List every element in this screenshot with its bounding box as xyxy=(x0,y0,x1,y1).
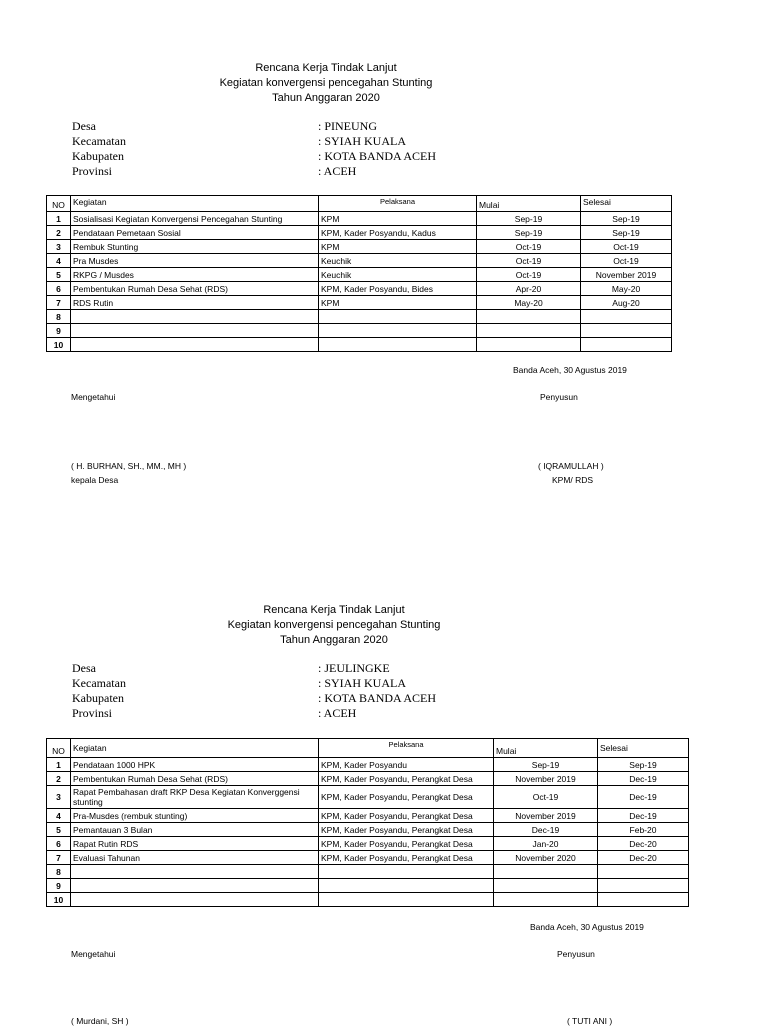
subtitle-line: Kegiatan konvergensi pencegahan Stunting xyxy=(227,619,441,631)
row-mulai: Apr-20 xyxy=(477,282,581,296)
row-no: 3 xyxy=(47,786,71,809)
row-selesai xyxy=(598,865,689,879)
row-kegiatan xyxy=(71,879,319,893)
row-no: 10 xyxy=(47,338,71,352)
location-info xyxy=(72,661,472,721)
activity-table xyxy=(46,738,689,907)
row-pelaksana: KPM xyxy=(319,296,477,310)
row-selesai: Sep-19 xyxy=(581,226,672,240)
row-kegiatan: RDS Rutin xyxy=(71,296,319,310)
info-label-kabupaten: Kabupaten xyxy=(72,691,124,705)
info-value-kabupaten: : KOTA BANDA ACEH xyxy=(318,149,437,163)
row-selesai: Oct-19 xyxy=(581,240,672,254)
row-pelaksana: Keuchik xyxy=(319,254,477,268)
row-pelaksana: KPM, Kader Posyandu xyxy=(319,758,494,772)
table-row xyxy=(47,865,689,879)
author-title: KPM/ RDS xyxy=(552,475,594,485)
row-kegiatan: Pemantauan 3 Bulan xyxy=(71,823,319,837)
author-name: ( IQRAMULLAH ) xyxy=(538,461,604,471)
row-selesai: Dec-19 xyxy=(598,809,689,823)
row-mulai: Oct-19 xyxy=(477,240,581,254)
header-pelaksana: Pelaksana xyxy=(319,196,477,212)
row-pelaksana xyxy=(319,879,494,893)
row-pelaksana: KPM, Kader Posyandu, Perangkat Desa xyxy=(319,823,494,837)
title-line: Rencana Kerja Tindak Lanjut xyxy=(255,62,397,74)
table-row xyxy=(47,893,689,907)
row-no: 1 xyxy=(47,212,71,226)
header-selesai: Selesai xyxy=(598,739,689,758)
approver-name: ( Murdani, SH ) xyxy=(71,1016,129,1026)
row-pelaksana: KPM, Kader Posyandu, Bides xyxy=(319,282,477,296)
approver-title: kepala Desa xyxy=(71,475,119,485)
row-selesai: Oct-19 xyxy=(581,254,672,268)
table-row xyxy=(47,837,689,851)
info-label-kabupaten: Kabupaten xyxy=(72,149,124,163)
author-name: ( TUTI ANI ) xyxy=(567,1016,613,1026)
row-kegiatan: Pra-Musdes (rembuk stunting) xyxy=(71,809,319,823)
row-mulai: Oct-19 xyxy=(477,268,581,282)
row-mulai xyxy=(494,865,598,879)
info-value-desa: : PINEUNG xyxy=(318,119,377,133)
row-no: 6 xyxy=(47,837,71,851)
row-kegiatan xyxy=(71,893,319,907)
row-selesai: May-20 xyxy=(581,282,672,296)
header-no: NO xyxy=(47,196,71,212)
info-label-provinsi: Provinsi xyxy=(72,164,113,178)
row-pelaksana xyxy=(319,893,494,907)
row-selesai: Dec-20 xyxy=(598,851,689,865)
row-no: 7 xyxy=(47,296,71,310)
table-row xyxy=(47,809,689,823)
approver-role: Mengetahui xyxy=(71,949,116,959)
row-mulai: Sep-19 xyxy=(494,758,598,772)
header-mulai: Mulai xyxy=(477,196,581,212)
info-value-kecamatan: : SYIAH KUALA xyxy=(318,134,406,148)
row-no: 8 xyxy=(47,310,71,324)
table-row xyxy=(47,758,689,772)
row-selesai: Aug-20 xyxy=(581,296,672,310)
table-row xyxy=(47,823,689,837)
row-selesai: Feb-20 xyxy=(598,823,689,837)
row-mulai: Dec-19 xyxy=(494,823,598,837)
year-line: Tahun Anggaran 2020 xyxy=(272,92,380,104)
info-value-desa: : JEULINGKE xyxy=(318,661,390,675)
row-kegiatan: Rapat Rutin RDS xyxy=(71,837,319,851)
row-no: 4 xyxy=(47,254,71,268)
row-kegiatan: RKPG / Musdes xyxy=(71,268,319,282)
row-pelaksana: KPM, Kader Posyandu, Perangkat Desa xyxy=(319,809,494,823)
table-header-row xyxy=(47,739,689,758)
table-row xyxy=(47,772,689,786)
approver-name: ( H. BURHAN, SH., MM., MH ) xyxy=(71,461,187,471)
row-pelaksana: KPM, Kader Posyandu, Kadus xyxy=(319,226,477,240)
info-label-provinsi: Provinsi xyxy=(72,706,113,720)
row-kegiatan: Rembuk Stunting xyxy=(71,240,319,254)
row-kegiatan: Evaluasi Tahunan xyxy=(71,851,319,865)
info-label-kecamatan: Kecamatan xyxy=(72,676,126,690)
author-role: Penyusun xyxy=(557,949,595,959)
row-pelaksana: KPM, Kader Posyandu, Perangkat Desa xyxy=(319,786,494,809)
row-pelaksana: Keuchik xyxy=(319,268,477,282)
title-line: Rencana Kerja Tindak Lanjut xyxy=(263,604,405,616)
row-no: 8 xyxy=(47,865,71,879)
row-mulai: November 2019 xyxy=(494,772,598,786)
row-no: 5 xyxy=(47,268,71,282)
row-no: 9 xyxy=(47,324,71,338)
row-selesai xyxy=(598,879,689,893)
row-mulai: Sep-19 xyxy=(477,212,581,226)
row-selesai: Sep-19 xyxy=(598,758,689,772)
table-row xyxy=(47,879,689,893)
place-date: Banda Aceh, 30 Agustus 2019 xyxy=(530,922,644,932)
info-label-kecamatan: Kecamatan xyxy=(72,134,126,148)
place-date: Banda Aceh, 30 Agustus 2019 xyxy=(513,365,627,375)
row-kegiatan: Pembentukan Rumah Desa Sehat (RDS) xyxy=(71,282,319,296)
row-no: 5 xyxy=(47,823,71,837)
info-value-kecamatan: : SYIAH KUALA xyxy=(318,676,406,690)
header-kegiatan: Kegiatan xyxy=(71,739,319,758)
author-role: Penyusun xyxy=(540,392,578,402)
header-mulai: Mulai xyxy=(494,739,598,758)
info-value-kabupaten: : KOTA BANDA ACEH xyxy=(318,691,437,705)
row-no: 1 xyxy=(47,758,71,772)
subtitle-line: Kegiatan konvergensi pencegahan Stunting xyxy=(219,77,433,89)
row-selesai: November 2019 xyxy=(581,268,672,282)
row-mulai xyxy=(494,893,598,907)
row-kegiatan xyxy=(71,865,319,879)
row-pelaksana: KPM xyxy=(319,240,477,254)
table-row xyxy=(47,851,689,865)
row-pelaksana: KPM, Kader Posyandu, Perangkat Desa xyxy=(319,837,494,851)
row-selesai: Dec-20 xyxy=(598,837,689,851)
row-pelaksana: KPM, Kader Posyandu, Perangkat Desa xyxy=(319,851,494,865)
row-mulai: Sep-19 xyxy=(477,226,581,240)
row-kegiatan: Pembentukan Rumah Desa Sehat (RDS) xyxy=(71,772,319,786)
row-selesai: Dec-19 xyxy=(598,772,689,786)
header-pelaksana: Pelaksana xyxy=(319,739,494,758)
row-kegiatan: Pendataan 1000 HPK xyxy=(71,758,319,772)
table-row xyxy=(47,786,689,809)
info-label-desa: Desa xyxy=(72,119,96,133)
header-no: NO xyxy=(47,739,71,758)
row-selesai: Sep-19 xyxy=(581,212,672,226)
row-no: 7 xyxy=(47,851,71,865)
row-no: 9 xyxy=(47,879,71,893)
info-value-provinsi: : ACEH xyxy=(318,706,357,720)
row-mulai: November 2019 xyxy=(494,809,598,823)
row-pelaksana: KPM xyxy=(319,212,477,226)
info-label-desa: Desa xyxy=(72,661,96,675)
year-line: Tahun Anggaran 2020 xyxy=(280,634,388,646)
row-no: 6 xyxy=(47,282,71,296)
row-no: 3 xyxy=(47,240,71,254)
row-mulai xyxy=(494,879,598,893)
row-no: 2 xyxy=(47,226,71,240)
document-title xyxy=(0,603,668,648)
row-kegiatan: Pra Musdes xyxy=(71,254,319,268)
approver-role: Mengetahui xyxy=(71,392,116,402)
row-no: 2 xyxy=(47,772,71,786)
row-kegiatan: Rapat Pembahasan draft RKP Desa Kegiatan Konverggensi stunting xyxy=(71,786,319,809)
row-mulai: Oct-19 xyxy=(494,786,598,809)
row-kegiatan: Sosialisasi Kegiatan Konvergensi Pencegahan Stunting xyxy=(71,212,319,226)
info-value-provinsi: : ACEH xyxy=(318,164,357,178)
row-pelaksana xyxy=(319,865,494,879)
row-mulai: November 2020 xyxy=(494,851,598,865)
row-mulai: Oct-19 xyxy=(477,254,581,268)
row-pelaksana: KPM, Kader Posyandu, Perangkat Desa xyxy=(319,772,494,786)
header-selesai: Selesai xyxy=(581,196,672,212)
row-selesai xyxy=(598,893,689,907)
header-kegiatan: Kegiatan xyxy=(71,196,319,212)
row-no: 10 xyxy=(47,893,71,907)
row-mulai: Jan-20 xyxy=(494,837,598,851)
row-no: 4 xyxy=(47,809,71,823)
row-kegiatan: Pendataan Pemetaan Sosial xyxy=(71,226,319,240)
row-mulai: May-20 xyxy=(477,296,581,310)
row-selesai: Dec-19 xyxy=(598,786,689,809)
